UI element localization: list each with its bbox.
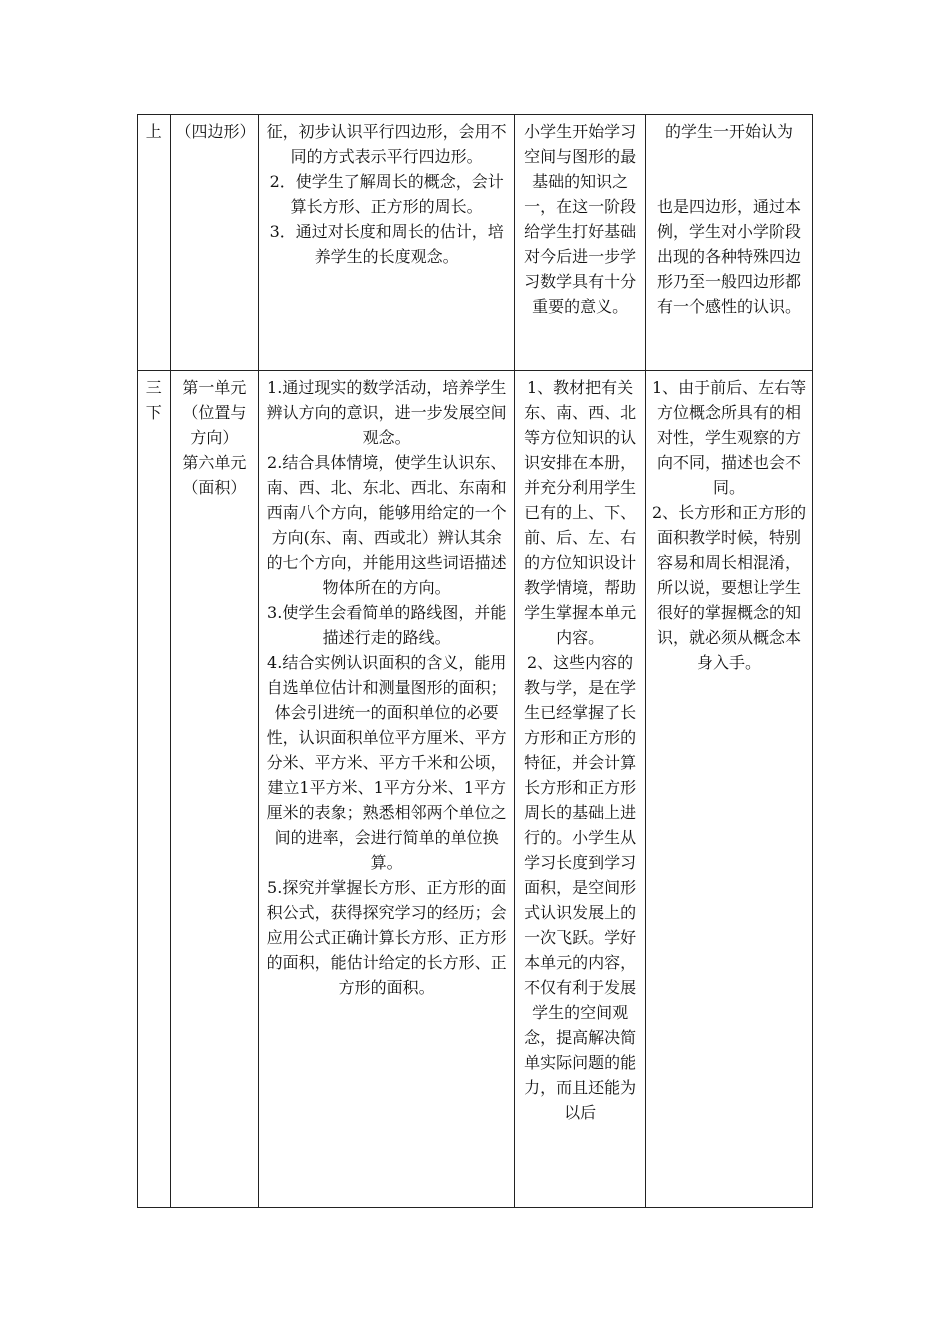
difficulty-cell: 1、由于前后、左右等方位概念所具有的相对性，学生观察的方向不同，描述也会不同。 2、长方形和正方形的面积教学时候，特别容易和周长相混淆，所以说，要想让学生很好的掌握概念的知识，就必须从概念本身入手。 bbox=[646, 371, 813, 1208]
grade-cell: 上 bbox=[138, 115, 171, 371]
unit-cell: 第一单元（位置与方向） 第六单元（面积） bbox=[170, 371, 259, 1208]
analysis-cell: 1、教材把有关东、南、西、北等方位知识的认识安排在本册，并充分利用学生已有的上、下、前、后、左、右的方位知识设计教学情境，帮助学生掌握本单元内容。 2、这些内容的教与学，是在学生已经掌握了长方形和正方形的特征，并会计算长方形和正方形周长的基础上进行的。小学生从学习长度到学习面积，是空间形式认识发展上的一次飞跃。学好本单元的内容，不仅有利于发展学生的空间观念，提高解决简单实际问题的能力，而且还能为以后 bbox=[515, 371, 646, 1208]
table-row bbox=[138, 115, 813, 371]
goals-cell: 征，初步认识平行四边形，会用不同的方式表示平行四边形。 2．使学生了解周长的概念，会计算长方形、正方形的周长。 3．通过对长度和周长的估计，培养学生的长度观念。 bbox=[259, 115, 515, 371]
analysis-cell: 小学生开始学习空间与图形的最基础的知识之一，在这一阶段给学生打好基础对今后进一步学习数学具有十分重要的意义。 bbox=[515, 115, 646, 371]
grade-cell: 三下 bbox=[138, 371, 171, 1208]
goals-cell: 1.通过现实的数学活动，培养学生辨认方向的意识，进一步发展空间观念。 2.结合具体情境，使学生认识东、南、西、北、东北、西北、东南和西南八个方向，能够用给定的一个方向(东、南、西或北）辨认其余的七个方向，并能用这些词语描述物体所在的方向。 3.使学生会看简单的路线图，并能描述行走的路线。 4.结合实例认识面积的含义，能用自选单位估计和测量图形的面积；体会引进统一的面积单位的必要性，认识面积单位平方厘米、平方分米、平方米、平方千米和公顷，建立1平方米、1平方分米、1平方厘米的表象；熟悉相邻两个单位之间的进率，会进行简单的单位换算。 5.探究并掌握长方形、正方形的面积公式，获得探究学习的经历；会应用公式正确计算长方形、正方形的面积，能估计给定的长方形、正方形的面积。 bbox=[259, 371, 515, 1208]
curriculum-table bbox=[137, 114, 813, 1208]
table-row bbox=[138, 371, 813, 1208]
difficulty-cell: 的学生一开始认为 也是四边形，通过本例，学生对小学阶段出现的各种特殊四边形乃至一般四边形都有一个感性的认识。 bbox=[646, 115, 813, 371]
unit-cell: （四边形） bbox=[170, 115, 259, 371]
